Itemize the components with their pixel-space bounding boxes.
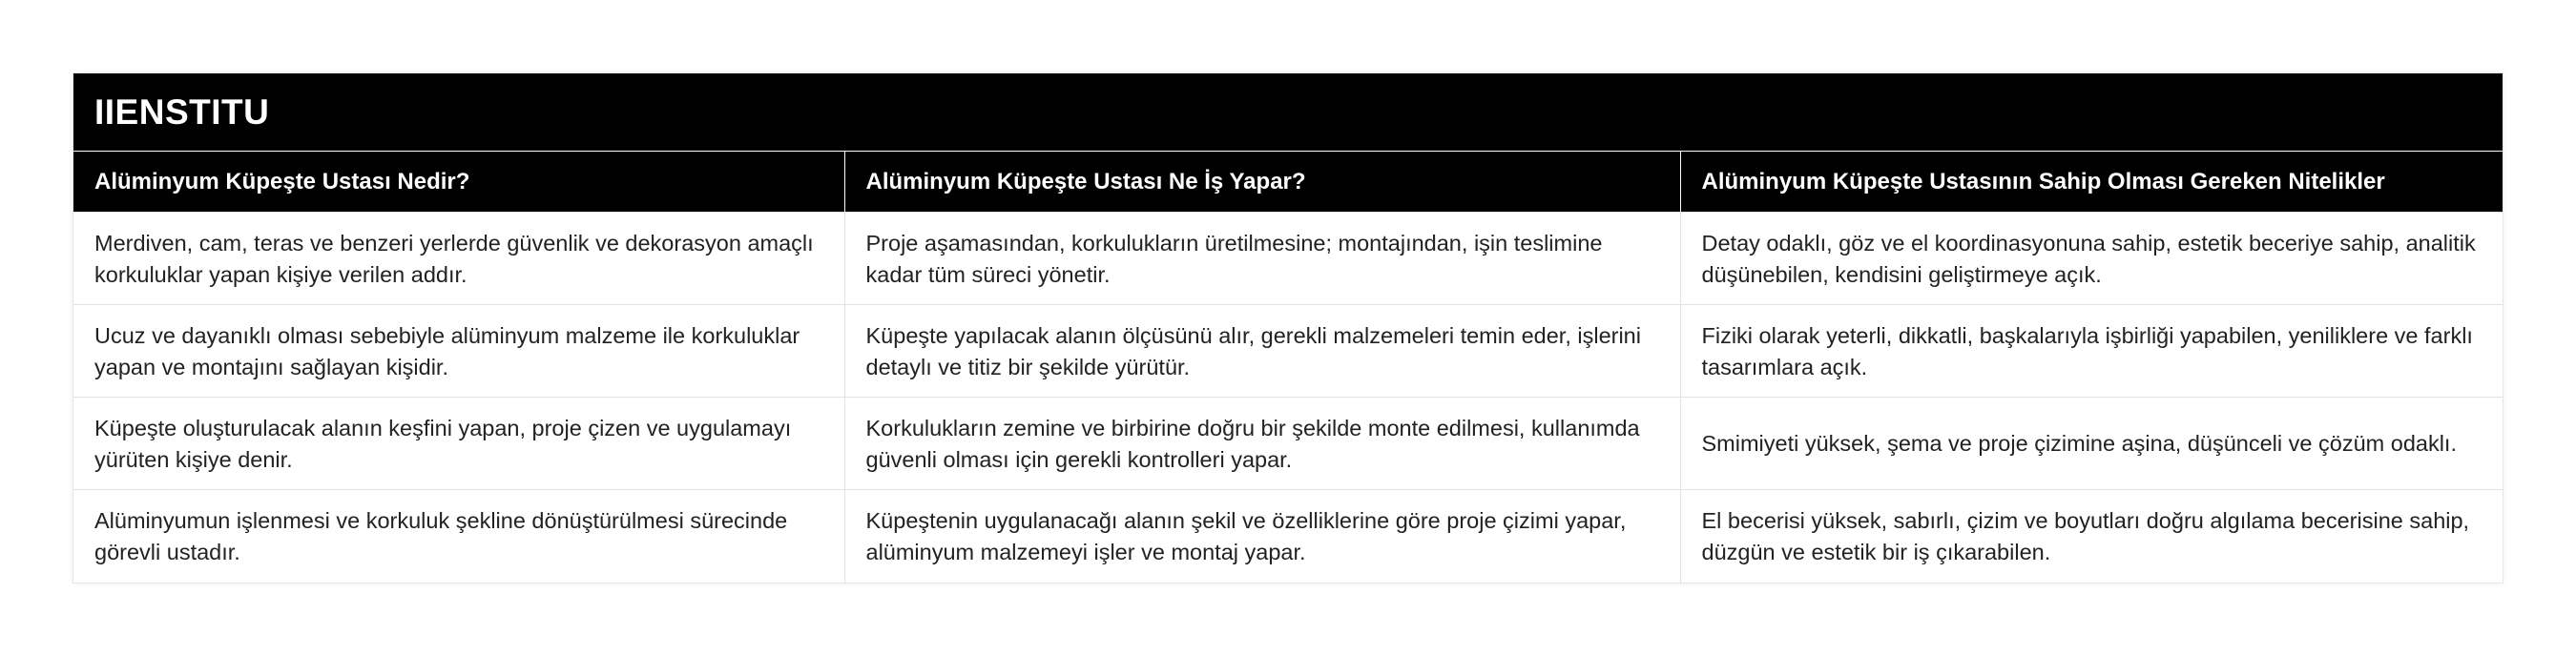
table-cell: Küpeşte oluşturulacak alanın keşfini yapan, proje çizen ve uygulamayı yürüten kişiye denir. (73, 398, 844, 490)
table-cell: El becerisi yüksek, sabırlı, çizim ve boyutları doğru algılama becerisine sahip, düzgün ve estetik bir iş çıkarabilen. (1680, 490, 2503, 583)
table-cell: Fiziki olarak yeterli, dikkatli, başkalarıyla işbirliği yapabilen, yeniliklere ve farklı tasarımlara açık. (1680, 305, 2503, 398)
table-cell: Proje aşamasından, korkulukların üretilmesine; montajından, işin teslimine kadar tüm süreci yönetir. (844, 213, 1680, 305)
table-header-row (73, 152, 2503, 213)
table-cell: Ucuz ve dayanıklı olması sebebiyle alüminyum malzeme ile korkuluklar yapan ve montajını sağlayan kişidir. (73, 305, 844, 398)
table-cell: Korkulukların zemine ve birbirine doğru bir şekilde monte edilmesi, kullanımda güvenli olması için gerekli kontrolleri yapar. (844, 398, 1680, 490)
table-row (73, 490, 2503, 583)
table-cell: Küpeştenin uygulanacağı alanın şekil ve özelliklerine göre proje çizimi yapar, alüminyum malzemeyi işler ve montaj yapar. (844, 490, 1680, 583)
info-table-card (73, 72, 2503, 583)
column-header-definition: Alüminyum Küpeşte Ustası Nedir? (73, 152, 844, 213)
table-row (73, 398, 2503, 490)
table-cell: Alüminyumun işlenmesi ve korkuluk şekline dönüştürülmesi sürecinde görevli ustadır. (73, 490, 844, 583)
column-header-duties: Alüminyum Küpeşte Ustası Ne İş Yapar? (844, 152, 1680, 213)
brand-title: IIENSTITU (73, 73, 2503, 151)
info-table (73, 151, 2503, 583)
table-row (73, 213, 2503, 305)
table-cell: Smimiyeti yüksek, şema ve proje çizimine aşina, düşünceli ve çözüm odaklı. (1680, 398, 2503, 490)
table-row (73, 305, 2503, 398)
table-cell: Küpeşte yapılacak alanın ölçüsünü alır, gerekli malzemeleri temin eder, işlerini detaylı ve titiz bir şekilde yürütür. (844, 305, 1680, 398)
column-header-qualifications: Alüminyum Küpeşte Ustasının Sahip Olması Gereken Nitelikler (1680, 152, 2503, 213)
table-cell: Merdiven, cam, teras ve benzeri yerlerde güvenlik ve dekorasyon amaçlı korkuluklar yapan kişiye verilen addır. (73, 213, 844, 305)
table-cell: Detay odaklı, göz ve el koordinasyonuna sahip, estetik beceriye sahip, analitik düşünebilen, kendisini geliştirmeye açık. (1680, 213, 2503, 305)
